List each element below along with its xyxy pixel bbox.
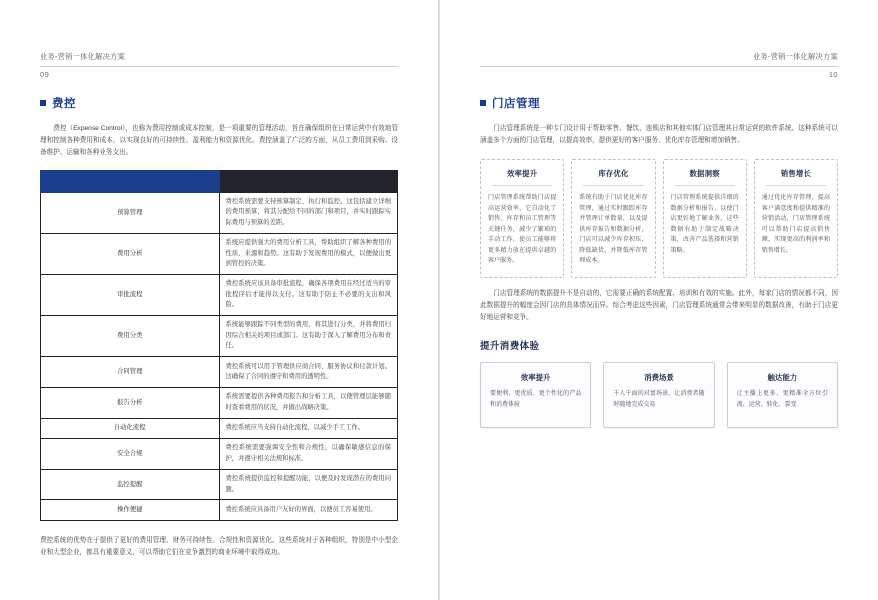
table-row-key: 预算管理 — [41, 192, 220, 233]
table-row-key: 审批流程 — [41, 274, 220, 315]
left-header-text: 业务-营销一体化解决方案 — [40, 52, 126, 61]
experience-card-title: 触达能力 — [767, 373, 798, 383]
right-intro-paragraph: 门店管理系统是一种专门设计用于帮助零售、餐饮、连锁店和其他实体门店管理其日常运营的软件系统。这种系统可以涵盖多个方面的门店管理，以提高效率，提供更好的客户服务、优化库存管理和增加销售。 — [480, 125, 838, 145]
right-page-header — [480, 52, 838, 67]
table-row-value: 费控系统应当支持自动化流程，以减少手工工作。 — [219, 418, 398, 438]
table-row — [41, 438, 398, 469]
experience-cards-row — [480, 362, 838, 428]
right-section-title-text: 门店管理 — [492, 98, 540, 110]
table-row-key: 费用分类 — [41, 315, 220, 356]
table-row-key: 报告分析 — [41, 387, 220, 418]
square-bullet-icon — [480, 100, 486, 106]
divider — [675, 185, 735, 186]
table-row-value: 系统应提供强大的费用分析工具，帮助组织了解各种费用的性质、来源和趋势。这有助于发现费用的模式，以便做出更到管控的决策。 — [219, 233, 398, 274]
table-row — [41, 418, 398, 438]
right-page — [439, 0, 878, 600]
table-row — [41, 274, 398, 315]
right-sub-title: 提升消费体验 — [480, 341, 540, 353]
left-section-title-text: 费控 — [52, 98, 76, 110]
divider — [766, 185, 826, 186]
benefit-card-body: 系统有助于门店优化库存管理，通过实时跟踪库存并管理订单数量，以及提供库存报告和数据分析，门店可以减少库存积压，降低缺货，并降低库存管理成本。 — [579, 195, 648, 265]
table-row-key: 合同管理 — [41, 357, 220, 388]
experience-card-body: 让主播上更多、更精准全方位引流、运营、转化、裂变 — [736, 391, 828, 408]
table-row-value: 费控系统提供监控和提醒功能，以便及时发现潜在的费用问题。 — [219, 469, 398, 500]
experience-card-title: 消费场景 — [644, 373, 674, 383]
table-row-key: 费用分析 — [41, 233, 220, 274]
experience-card — [603, 362, 714, 428]
benefit-card-title: 效率提升 — [506, 169, 538, 179]
benefit-cards-row — [480, 159, 838, 278]
experience-card-title: 效率提升 — [520, 373, 551, 383]
table-row — [41, 469, 398, 500]
table-header-value-cell — [219, 170, 398, 192]
table-body — [41, 192, 398, 520]
right-section-title — [480, 95, 838, 111]
left-footer-paragraph: 费控系统的优势在于提供了更好的费用管理、财务可持续性、合规性和资源优化。这些系统对于各种组织，特别是中小型企业和大型企业，都具有重要意义，可以帮助它们在竞争激烈的商业环境中取得成功。 — [40, 536, 398, 556]
table-row — [41, 192, 398, 233]
benefit-card — [571, 159, 655, 278]
table-row — [41, 315, 398, 356]
left-page-number: 09 — [40, 70, 50, 79]
experience-card-body: 要便利、更优质、更个性化的产品和消费体验 — [490, 391, 582, 408]
expense-control-table — [40, 170, 398, 521]
right-header-text: 业务-营销一体化解决方案 — [752, 52, 838, 61]
table-row — [41, 233, 398, 274]
benefit-card-title: 销售增长 — [780, 169, 812, 179]
table-header-row — [41, 170, 398, 192]
left-page-header — [40, 52, 398, 67]
table-row — [41, 387, 398, 418]
benefit-card-title: 库存优化 — [598, 169, 629, 179]
table-row-value: 系统能够跟踪不同类型的费用，将其进行分类，并将费用归因综合相关的项目或部门。这有助于深入了解费用分布和责任。 — [219, 315, 398, 356]
right-mid-paragraph: 门店管理系统的数据提升不是自动的，它需要正确的系统配置、培训和有效的实施。此外，每家门店的情况都不同，因此数据提升的幅度会因门店的具体情况而异。综合考虑这些因素，门店管理系统通常会带来明显的数据改善，有助于门店更好地运营和竞争。 — [480, 289, 838, 322]
experience-card — [480, 362, 591, 428]
divider — [492, 185, 552, 186]
table-row — [41, 500, 398, 520]
table-row-value: 费控系统可以用于管理供应商合同、服务协议和付款计划。这确保了合同的遵守和费用的透明性。 — [219, 357, 398, 388]
square-bullet-icon — [40, 100, 46, 106]
page-gutter — [438, 0, 440, 600]
experience-card-body: 千人千面的对富场景，让消费者随时随地完成交易 — [613, 391, 705, 408]
experience-card — [727, 362, 838, 428]
benefit-card-body: 门店管理系统帮助门店提高运营效率，它自动化了销售、库存和员工管理等关键任务，减少了繁琐的手动工作，使员工能够将更多精力放在提供卓越的客户服务。 — [488, 195, 557, 265]
table-row-value: 费控系统应具备用户友好的界面，以便员工容易使用。 — [219, 500, 398, 520]
table-row-value: 费控系统需要强调安全性和合规性，以确保敏感信息的保护，并遵守相关法规和标准。 — [219, 438, 398, 469]
benefit-card-body: 门店管理系统提供详细的数据分析和报告，以使门店更好地了解业务，这些数据有助于制定战略决策，改善产品选择和营销策略。 — [670, 195, 739, 254]
benefit-card — [663, 159, 747, 278]
table-header-key-cell — [41, 170, 220, 192]
right-page-number: 10 — [828, 70, 838, 79]
divider — [583, 185, 643, 186]
table-row-key: 监控提醒 — [41, 469, 220, 500]
left-intro-paragraph: 费控（Expense Control），也称为费用控制或成本控制，是一项重要的管理活动，旨在确保组织在日常运营中有效地管理和控制各种费用和成本，以实现良好的可持续性、盈利能力和资源优化。费控涵盖了广泛的方面，从员工费用到采购、设备维护、运输和各种业务支出。 — [40, 125, 398, 157]
benefit-card — [480, 159, 564, 278]
benefit-card — [754, 159, 838, 278]
table-row-value: 费控系统应该具备审批流程，确保各项费用在经过适当的审批程序后才能得以支付。这有助于防止不必要的支出和风险。 — [219, 274, 398, 315]
table-row-value: 系统需要提供各种费用报告和分析工具，以便管理层能够随时查看费用的状况，并做出战略决策。 — [219, 387, 398, 418]
table-row-value: 费控系统需要支持预算制定、执行和监控。这包括建立详细的费用预算，将其分配给不同的部门和项目，并实时跟踪实际费用与预算的差距。 — [219, 192, 398, 233]
table-row — [41, 357, 398, 388]
table-row-key: 安全合规 — [41, 438, 220, 469]
left-section-title — [40, 95, 398, 111]
table-row-key: 自动化流程 — [41, 418, 220, 438]
table-row-key: 操作便捷 — [41, 500, 220, 520]
benefit-card-body: 通过优化库存管理、提高客户满意度和提供精准的营销活动，门店管理系统可以帮助门店提高销售额，实现更高的利润率和销售增长。 — [761, 195, 830, 254]
benefit-card-title: 数据洞察 — [689, 169, 720, 179]
